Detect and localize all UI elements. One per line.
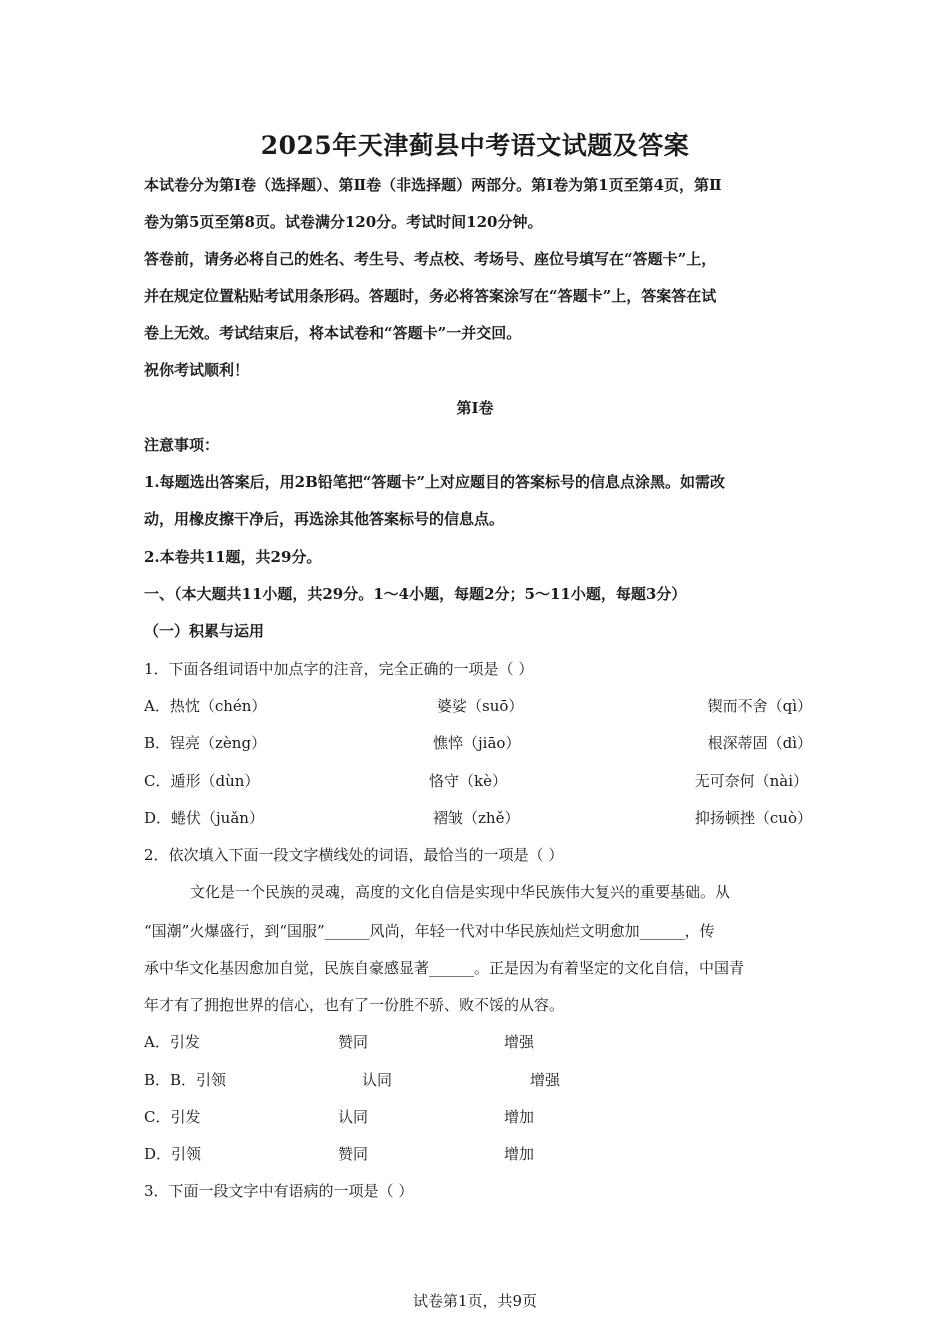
option-cell: A．热忱（chén） — [144, 697, 267, 715]
intro-line: 卷为第5页至第8页。试卷满分120分。考试时间120分钟。 — [144, 213, 543, 231]
notice-line: 2.本卷共11题，共29分。 — [144, 548, 322, 566]
question-3-stem: 3．下面一段文字中有语病的一项是（ ） — [144, 1182, 414, 1200]
option-cell: 根深蒂固（dì） — [707, 734, 812, 752]
notice-line: 1.每题选出答案后，用2B铅笔把“答题卡”上对应题目的答案标号的信息点涂黑。如需改 — [144, 473, 726, 491]
q1-option-row-d — [144, 808, 812, 828]
option-cell: 恪守（kè） — [429, 772, 507, 790]
intro-line: 卷上无效。考试结束后，将本试卷和“答题卡”一并交回。 — [144, 324, 522, 342]
option-cell: 增加 — [504, 1108, 535, 1126]
volume-heading: 第Ⅰ卷 — [456, 399, 494, 417]
option-cell: 赞同 — [338, 1033, 369, 1051]
section-heading: 一、（本大题共11小题，共29分。1～4小题，每题2分；5～11小题，每题3分） — [144, 585, 687, 603]
q2-option-row-b — [144, 1070, 812, 1090]
passage-line: 承中华文化基因愈加自觉，民族自豪感显著______。正是因为有着坚定的文化自信，中国青 — [144, 959, 745, 977]
intro-line: 并在规定位置粘贴考试用条形码。答题时，务必将答案涂写在“答题卡”上，答案答在试 — [144, 287, 717, 305]
option-cell: B．锃亮（zèng） — [144, 734, 267, 752]
option-cell: 赞同 — [338, 1145, 369, 1163]
page-title: 2025年天津蓟县中考语文试题及答案 — [260, 131, 690, 160]
notice-line: 动，用橡皮擦干净后，再选涂其他答案标号的信息点。 — [144, 510, 505, 528]
option-cell: C．遁形（dùn） — [144, 772, 260, 790]
q1-option-row-b — [144, 733, 812, 753]
option-cell: 增强 — [504, 1033, 535, 1051]
intro-line: 答卷前，请务必将自己的姓名、考生号、考点校、考场号、座位号填写在“答题卡”上， — [144, 250, 717, 268]
option-cell: D．引领 — [144, 1145, 202, 1163]
option-cell: D．蜷伏（juǎn） — [144, 809, 264, 827]
option-cell: 认同 — [362, 1071, 393, 1089]
notice-heading: 注意事项： — [144, 436, 220, 454]
option-cell: 增强 — [530, 1071, 561, 1089]
option-cell: 婆娑（suō） — [437, 697, 524, 715]
option-cell: 增加 — [504, 1145, 535, 1163]
option-cell: A．引发 — [144, 1033, 200, 1051]
option-cell: 认同 — [338, 1108, 369, 1126]
option-cell: 锲而不舍（qì） — [707, 697, 812, 715]
q2-option-row-c — [144, 1107, 812, 1127]
q2-option-row-a — [144, 1032, 812, 1052]
passage-line: “国潮”火爆盛行，到“国服”______风尚，年轻一代对中华民族灿烂文明愈加______，传 — [144, 922, 715, 940]
option-cell: 褶皱（zhě） — [433, 809, 520, 827]
intro-line: 本试卷分为第Ⅰ卷（选择题）、第Ⅱ卷（非选择题）两部分。第Ⅰ卷为第1页至第4页，第Ⅱ — [144, 176, 722, 194]
q1-option-row-c — [144, 771, 812, 791]
question-1-stem: 1．下面各组词语中加点字的注音，完全正确的一项是（ ） — [144, 660, 534, 678]
q1-option-row-a — [144, 696, 812, 716]
passage-line: 年才有了拥抱世界的信心，也有了一份胜不骄、败不馁的从容。 — [144, 996, 565, 1014]
option-cell: 抑扬顿挫（cuò） — [694, 809, 812, 827]
passage-line: 文化是一个民族的灵魂，高度的文化自信是实现中华民族伟大复兴的重要基础。从 — [190, 883, 731, 901]
option-cell: 憔悴（jiāo） — [433, 734, 521, 752]
q2-option-row-d — [144, 1144, 812, 1164]
option-cell: B．B．引领 — [144, 1071, 227, 1089]
question-2-stem: 2．依次填入下面一段文字横线处的词语，最恰当的一项是（ ） — [144, 846, 564, 864]
option-cell: 无可奈何（nài） — [694, 772, 808, 790]
option-cell: C．引发 — [144, 1108, 201, 1126]
good-luck-line: 祝你考试顺利！ — [144, 361, 250, 379]
page-footer: 试卷第1页，共9页 — [412, 1292, 538, 1310]
subsection-heading: （一）积累与运用 — [144, 622, 265, 640]
